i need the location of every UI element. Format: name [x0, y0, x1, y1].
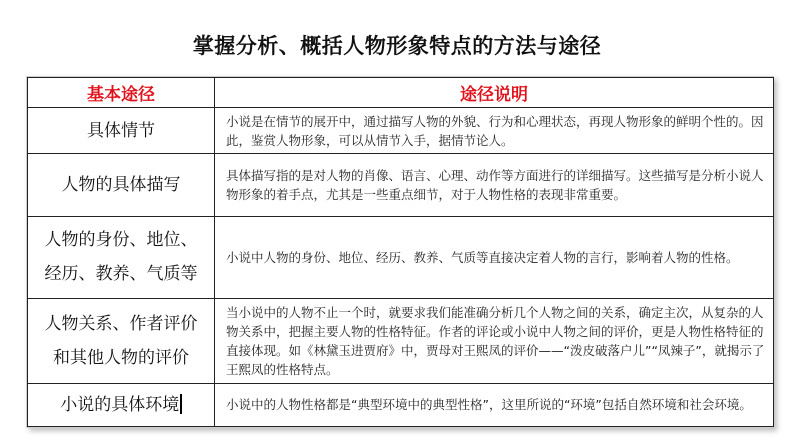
way-label: 人物的具体描写 — [61, 174, 181, 195]
header-basic-way: 基本途径 — [28, 78, 215, 108]
way-cell — [28, 298, 215, 383]
way-label: 具体情节 — [87, 120, 155, 141]
table-frame — [26, 76, 774, 428]
table-row — [28, 216, 774, 298]
methods-table — [27, 77, 774, 427]
table-row — [28, 298, 774, 383]
desc-cell: 小说中的人物性格都是“典型环境中的典型性格”，这里所说的“环境”包括自然环境和社会环境。 — [215, 383, 774, 426]
way-cell — [28, 153, 215, 216]
header-way-explanation: 途径说明 — [215, 78, 774, 108]
way-label-line: 经历、教养、气质等 — [44, 264, 198, 285]
page-title: 掌握分析、概括人物形象特点的方法与途径 — [192, 34, 602, 58]
way-cell — [28, 216, 215, 298]
way-label-line: 人物关系、作者评价 — [44, 313, 198, 334]
table-row — [28, 153, 774, 216]
desc-cell: 小说中人物的身份、地位、经历、教养、气质等直接决定着人物的言行，影响着人物的性格。 — [215, 216, 774, 298]
text-caret — [180, 394, 182, 414]
table-header-row — [28, 78, 774, 108]
way-cell — [28, 383, 215, 426]
desc-cell: 小说是在情节的展开中，通过描写人物的外貌、行为和心理状态，再现人物形象的鲜明个性的。因此，鉴赏人物形象，可以从情节入手，据情节论人。 — [215, 108, 774, 153]
desc-cell: 当小说中的人物不止一个时，就要求我们能准确分析几个人物之间的关系，确定主次，从复杂的人物关系中，把握主要人物的性格特征。作者的评论或小说中人物之间的评价，更是人物性格特征的直接体现。如《林黛玉进贾府》中，贾母对王熙凤的评价——“泼皮破落户儿”“凤辣子”，就揭示了王熙凤的性格特点。 — [215, 298, 774, 383]
way-label: 小说的具体环境 — [60, 394, 180, 415]
way-cell — [28, 108, 215, 153]
table-row — [28, 383, 774, 426]
way-label-line: 人物的身份、地位、 — [44, 230, 198, 251]
way-label-line: 和其他人物的评价 — [53, 347, 189, 368]
table-row — [28, 108, 774, 153]
desc-cell: 具体描写指的是对人物的肖像、语言、心理、动作等方面进行的详细描写。这些描写是分析小说人物形象的着手点，尤其是一些重点细节，对于人物性格的表现非常重要。 — [215, 153, 774, 216]
